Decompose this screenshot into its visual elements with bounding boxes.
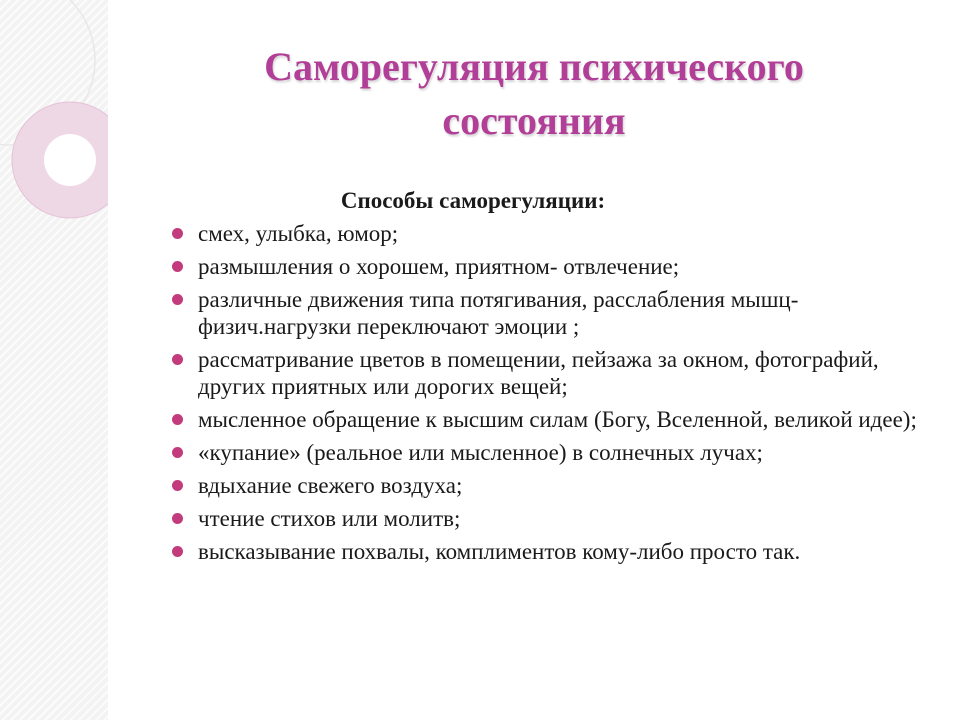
slide-title-line-1: Саморегуляция психического bbox=[264, 44, 804, 89]
bullet-item bbox=[170, 439, 950, 466]
slide-content bbox=[108, 0, 960, 720]
bullet-text: высказывание похвалы, комплиментов кому-либо просто так. bbox=[198, 539, 801, 564]
bullet-text: смех, улыбка, юмор; bbox=[198, 221, 399, 246]
bullet-dot-icon bbox=[172, 294, 183, 305]
bullet-list bbox=[170, 220, 950, 571]
bullet-item bbox=[170, 220, 950, 247]
bullet-item bbox=[170, 505, 950, 532]
bullet-text: мысленное обращение к высшим силам (Богу, Вселенной, великой идее); bbox=[198, 407, 917, 432]
bullet-item bbox=[170, 538, 950, 565]
bullet-dot-icon bbox=[172, 546, 183, 557]
bullet-item bbox=[170, 253, 950, 280]
bullet-dot-icon bbox=[172, 414, 183, 425]
bullet-item bbox=[170, 286, 950, 340]
bullet-dot-icon bbox=[172, 228, 183, 239]
bullet-text: рассматривание цветов в помещении, пейзажа за окном, фотографий, других приятных или дорогих вещей; bbox=[198, 347, 879, 399]
bullet-dot-icon bbox=[172, 354, 183, 365]
bullet-dot-icon bbox=[172, 447, 183, 458]
bullet-text: чтение стихов или молитв; bbox=[198, 506, 461, 531]
decorative-rings bbox=[0, 0, 108, 720]
bullet-dot-icon bbox=[172, 513, 183, 524]
bullet-text: вдыхание свежего воздуха; bbox=[198, 473, 463, 498]
bullet-item bbox=[170, 406, 950, 433]
bullet-text: различные движения типа потягивания, расслабления мышц- физич.нагрузки переключают эмоции ; bbox=[198, 287, 799, 339]
bullet-text: «купание» (реальное или мысленное) в солнечных лучах; bbox=[198, 440, 763, 465]
bullet-dot-icon bbox=[172, 261, 183, 272]
bullet-dot-icon bbox=[172, 480, 183, 491]
section-heading: Способы саморегуляции: bbox=[340, 188, 606, 213]
bullet-item bbox=[170, 472, 950, 499]
slide-title bbox=[108, 40, 960, 148]
slide-title-line-2: состояния bbox=[442, 98, 626, 143]
decorative-pink-ring-hole bbox=[44, 134, 96, 186]
bullet-text: размышления о хорошем, приятном- отвлечение; bbox=[198, 254, 680, 279]
bullet-item bbox=[170, 346, 950, 400]
decorative-side-panel bbox=[0, 0, 108, 720]
